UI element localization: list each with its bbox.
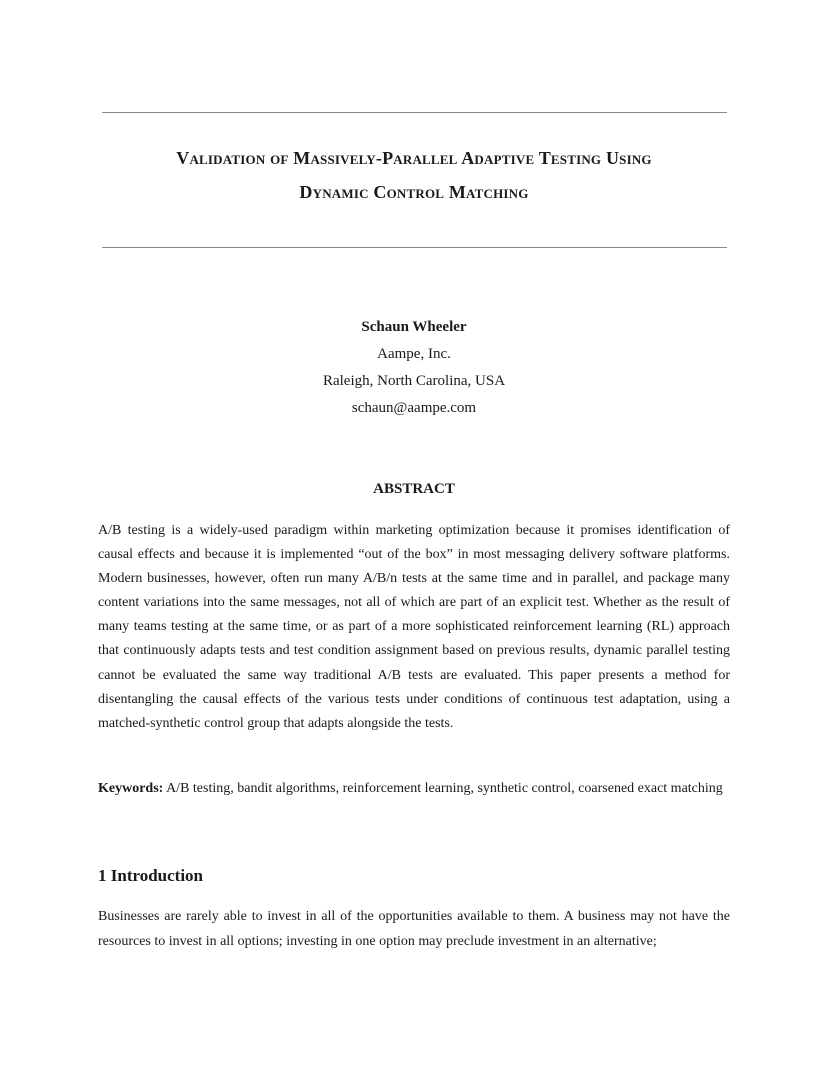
paper-title-line-1: Validation of Massively-Parallel Adaptive Testing Using: [176, 148, 652, 168]
title-top-rule: [102, 112, 727, 113]
keywords-paragraph: [98, 777, 730, 802]
introduction-text: Businesses are rarely able to invest in all of the opportunities available to them. A business may not have the resources to invest in all options; investing in one option may preclude investment in an alternative;: [98, 909, 730, 949]
introduction-heading: 1 Introduction: [98, 866, 204, 885]
author-email: schaun@aampe.com: [351, 400, 477, 416]
title-bottom-rule: [102, 247, 727, 248]
abstract-text: A/B testing is a widely-used paradigm within marketing optimization because it promises identification of causal effects and because it is implemented “out of the box” in most messaging delivery software platforms. Modern businesses, however, often run many A/B/n tests at the same time and in parallel, and package many content variations into the same messages, not all of which are part of an explicit test. Whether as the result of many teams testing at the same time, or as part of a more sophisticated reinforcement learning (RL) approach that continuously adapts tests and test condition assignment based on previous results, dynamic parallel testing cannot be evaluated the same way traditional A/B tests are evaluated. This paper presents a method for disentangling the causal effects of the various tests under conditions of continuous test adaptation, using a matched-synthetic control group that adapts alongside the tests.: [98, 523, 730, 731]
author-name: Schaun Wheeler: [361, 319, 467, 335]
paper-title-line-2: Dynamic Control Matching: [299, 182, 529, 202]
author-affiliation: Aampe, Inc.: [377, 346, 451, 362]
author-location: Raleigh, North Carolina, USA: [322, 373, 506, 389]
keywords-text: A/B testing, bandit algorithms, reinforcement learning, synthetic control, coarsened exact matching: [166, 781, 723, 796]
keywords-label: Keywords:: [98, 781, 164, 796]
abstract-heading: ABSTRACT: [373, 481, 455, 497]
